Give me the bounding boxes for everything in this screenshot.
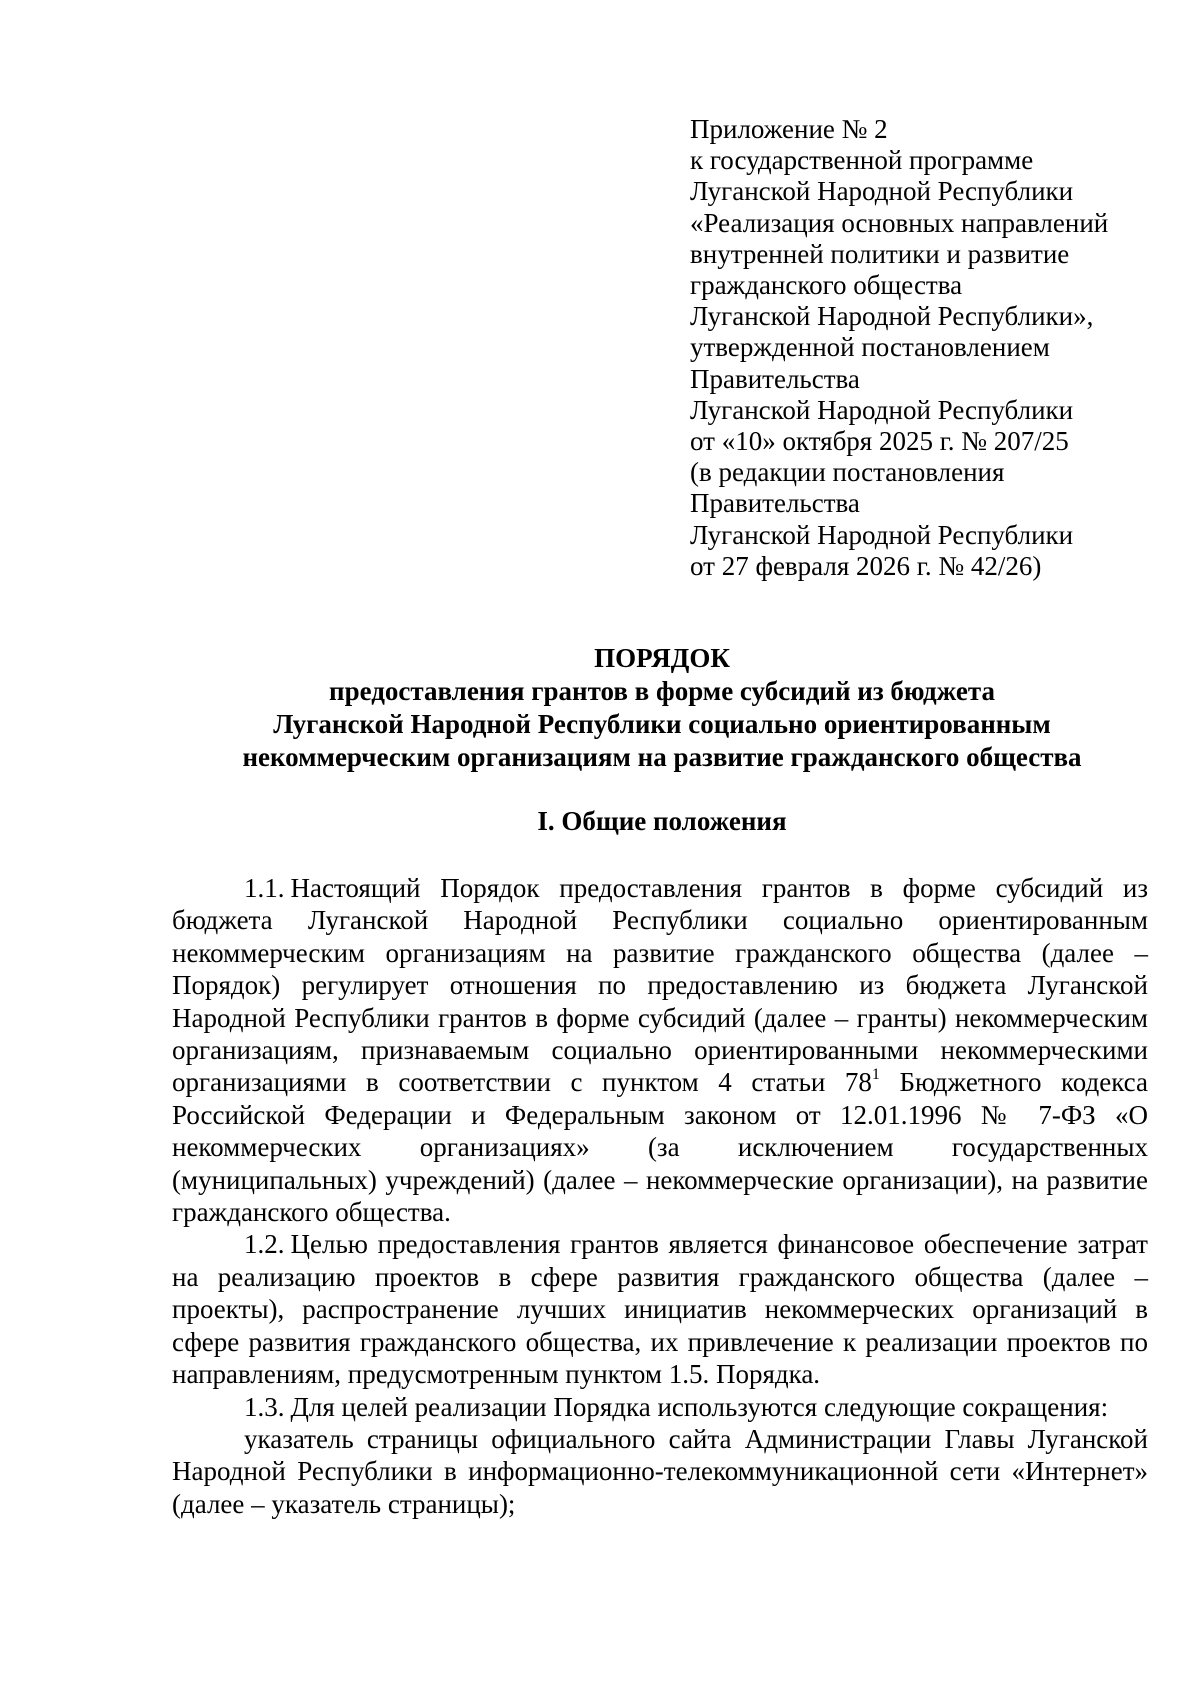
paragraph-text: Бюджетного кодекса Российской Федерации и Федеральным законом от 12.01.1996 № 7-ФЗ «О некоммерческих организациях» (за исключением государственных (муниципальных) учреждений) (далее – некоммерческие организации), на развитие гражданского общества. (172, 1067, 1148, 1228)
appendix-line: гражданского общества (690, 270, 963, 301)
paragraph-text: Целью предоставления грантов является финансовое обеспечение затрат на реализацию проектов в сфере развития гражданского общества (далее – проекты), распространение лучших инициатив некоммерческих организаций в сфере развития гражданского общества, их привлечение к реализации проектов по направлениям, предусмотренным пунктом 1.5. Порядка. (172, 1229, 1148, 1390)
title-subtitle-line: Луганской Народной Республики социально ориентированным (273, 709, 1051, 739)
title-heading: ПОРЯДОК (594, 643, 730, 673)
appendix-line: Правительства (690, 488, 860, 519)
appendix-line: Луганской Народной Республики (690, 519, 1074, 550)
appendix-line: от 27 февраля 2026 г. № 42/26) (690, 550, 1042, 581)
document-body (172, 872, 1148, 1520)
appendix-line: Луганской Народной Республики (690, 176, 1074, 207)
paragraph-abbreviation (172, 1423, 1148, 1520)
paragraph-text: Настоящий Порядок предоставления грантов в форме субсидий из бюджета Луганской Народной Республики социально ориентированным некоммерческим организациям на развитие гражданского общества (далее – Порядок) регулирует отношения по предоставлению из бюджета Луганской Народной Республики грантов в форме субсидий (далее – гранты) некоммерческим организациям, признаваемым социально ориентированными некоммерческими организациями в соответствии с пунктом 4 статьи 78 (172, 873, 1148, 1098)
appendix-line: Луганской Народной Республики (690, 394, 1074, 425)
document-title (172, 642, 1152, 774)
appendix-line: Приложение № 2 (690, 114, 888, 144)
appendix-line: внутренней политики и развитие (690, 238, 1070, 269)
paragraph-number: 1.1. (244, 873, 285, 903)
paragraph-1-1 (172, 872, 1148, 1228)
appendix-line: от «10» октября 2025 г. № 207/25 (690, 426, 1069, 457)
appendix-line: «Реализация основных направлений (690, 207, 1109, 238)
paragraph-number: 1.3. (244, 1391, 285, 1422)
appendix-line: Луганской Народной Республики», (690, 301, 1094, 332)
paragraph-text: Для целей реализации Порядка используются следующие сокращения: (290, 1391, 1109, 1422)
appendix-block (690, 114, 1190, 582)
appendix-line: (в редакции постановления (690, 457, 1005, 488)
paragraph-1-2 (172, 1228, 1148, 1390)
title-subtitle-line: некоммерческим организациям на развитие гражданского общества (242, 742, 1082, 772)
paragraph-number: 1.2. (244, 1229, 285, 1260)
appendix-line: Правительства (690, 363, 860, 394)
superscript: 1 (871, 1066, 880, 1084)
appendix-line: к государственной программе (690, 145, 1034, 176)
appendix-line: утвержденной постановлением (690, 332, 1050, 363)
paragraph-text: указатель страницы официального сайта Администрации Главы Луганской Народной Республики в информационно-телекоммуникационной сети «Интернет» (далее – указатель страницы); (172, 1423, 1148, 1519)
paragraph-1-3 (172, 1391, 1148, 1423)
title-subtitle-line: предоставления грантов в форме субсидий из бюджета (329, 676, 995, 706)
section-heading: I. Общие положения (537, 806, 787, 836)
